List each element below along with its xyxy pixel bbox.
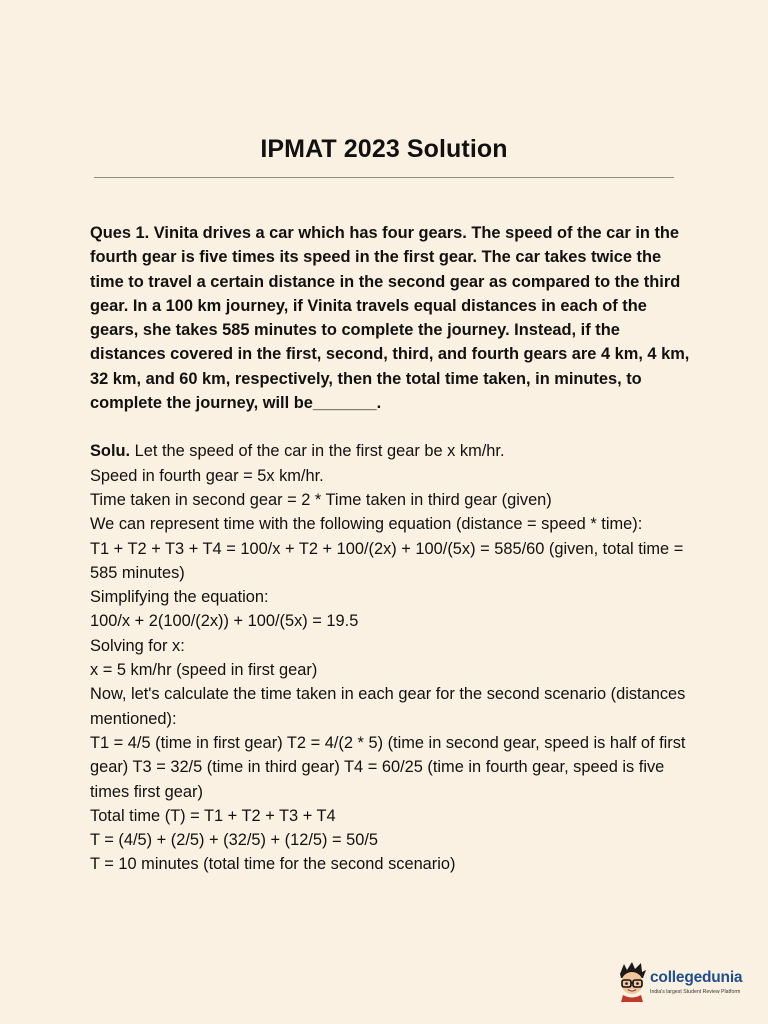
solution-line: Total time (T) = T1 + T2 + T3 + T4 bbox=[90, 806, 336, 825]
title-divider bbox=[94, 177, 674, 178]
solution-line: Now, let's calculate the time taken in each gear for the second scenario (distances mentioned): bbox=[90, 685, 686, 728]
solution-block bbox=[90, 439, 690, 876]
solution-line: We can represent time with the following equation (distance = speed * time): bbox=[90, 515, 643, 534]
solution-line: T1 = 4/5 (time in first gear) T2 = 4/(2 * 5) (time in second gear, speed is half of first gear) T3 = 32/5 (time in third gear) T4 = 60/25 (time in fourth gear, speed is five times first gear) bbox=[90, 733, 686, 801]
solution-line: Time taken in second gear = 2 * Time taken in third gear (given) bbox=[90, 490, 552, 509]
mascot-icon bbox=[616, 962, 648, 1002]
solution-intro-text: Let the speed of the car in the first gear be x km/hr. bbox=[130, 442, 505, 461]
solution-line: x = 5 km/hr (speed in first gear) bbox=[90, 661, 318, 680]
question-text: Ques 1. Vinita drives a car which has four gears. The speed of the car in the fourth gear is five times its speed in the first gear. The car takes twice the time to travel a certain distance in the second gear as compared to the third gear. In a 100 km journey, if Vinita travels equal distances in each of the gears, she takes 585 minutes to complete the journey. Instead, if the distances covered in the first, second, third, and fourth gears are 4 km, 4 km, 32 km, and 60 km, respectively, then the total time taken, in minutes, to complete the journey, will be_______. bbox=[90, 224, 690, 413]
solution-line: T = 10 minutes (total time for the second scenario) bbox=[90, 855, 456, 874]
document-body bbox=[90, 221, 690, 877]
solution-label: Solu. bbox=[90, 442, 131, 461]
solution-line: Speed in fourth gear = 5x km/hr. bbox=[90, 466, 324, 485]
solution-intro bbox=[90, 439, 690, 463]
solution-line: T1 + T2 + T3 + T4 = 100/x + T2 + 100/(2x) + 100/(5x) = 585/60 (given, total time = 585 minutes) bbox=[90, 539, 684, 582]
solution-line: Solving for x: bbox=[90, 636, 185, 655]
collegedunia-logo bbox=[616, 962, 746, 1002]
brand-tagline: India's largest Student Review Platform bbox=[650, 989, 741, 995]
solution-line: Simplifying the equation: bbox=[90, 588, 269, 607]
brand-name: collegedunia bbox=[650, 969, 743, 986]
solution-line: T = (4/5) + (2/5) + (32/5) + (12/5) = 50/5 bbox=[90, 831, 379, 850]
page-title: IPMAT 2023 Solution bbox=[260, 134, 508, 163]
solution-line: 100/x + 2(100/(2x)) + 100/(5x) = 19.5 bbox=[90, 612, 359, 631]
